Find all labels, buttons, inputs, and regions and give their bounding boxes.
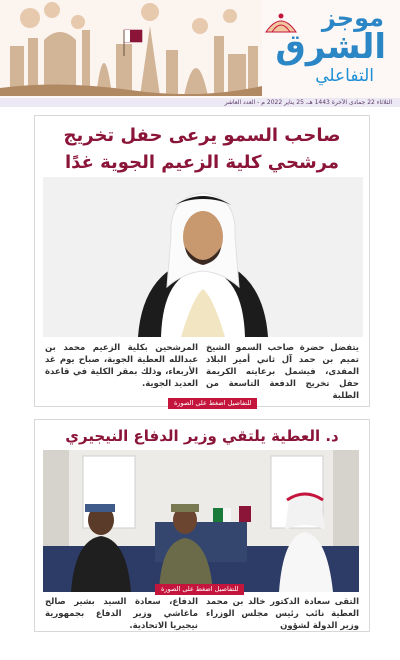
article-headline[interactable]: صاحب السمو يرعى حفل تخريج مرشحي كلية الزعيم الجوية غدًا <box>63 125 341 173</box>
article-text-left: المرشحين بكلية الزعيم محمد بن عبدالله العطية الجوية، صباح يوم غد الأربعاء، وذلك بمقر الكلية في قاعدة العديد الجوية. <box>45 343 198 389</box>
article-text-left: الدفاع، سعادة السيد بشير صالح ماغاشي وزير الدفاع بجمهورية نيجيريا الاتحادية. <box>45 597 198 631</box>
article-photo-emir[interactable] <box>43 177 363 337</box>
masthead <box>0 0 400 98</box>
details-button[interactable]: للتفاصيل اضغط على الصورة <box>155 584 244 595</box>
details-button[interactable]: للتفاصيل اضغط على الصورة <box>168 398 257 409</box>
article-text-right: التقى سعادة الدكتور خالد بن محمد العطية نائب رئيس مجلس الوزراء وزير الدولة لشؤون <box>206 597 359 631</box>
dateline-bar <box>0 98 400 107</box>
brand-line-3: التفاعلي <box>315 66 374 86</box>
brand-line-1: موجز <box>321 4 384 32</box>
article-text-right: يتفضل حضرة صاحب السمو الشيخ تميم بن حمد آل ثاني أمير البلاد المفدى، فيشمل برعايته الكريمة حفل تخريج الدفعة التاسعة من الطلبة <box>206 343 359 401</box>
brand-logo <box>258 4 388 92</box>
article-card-emir[interactable] <box>34 115 370 407</box>
brand-line-2: الشرق <box>275 27 386 67</box>
article-headline[interactable]: د. العطية يلتقي وزير الدفاع النيجيري <box>65 427 339 445</box>
dateline-text: الثلاثاء 22 جمادى الآخرة 1443 هـ، 25 يناير 2022 م - العدد العاشر <box>224 99 392 106</box>
skyline-illustration <box>0 0 262 96</box>
article-photo-meeting[interactable] <box>43 450 359 592</box>
article-card-defense[interactable] <box>34 419 370 632</box>
